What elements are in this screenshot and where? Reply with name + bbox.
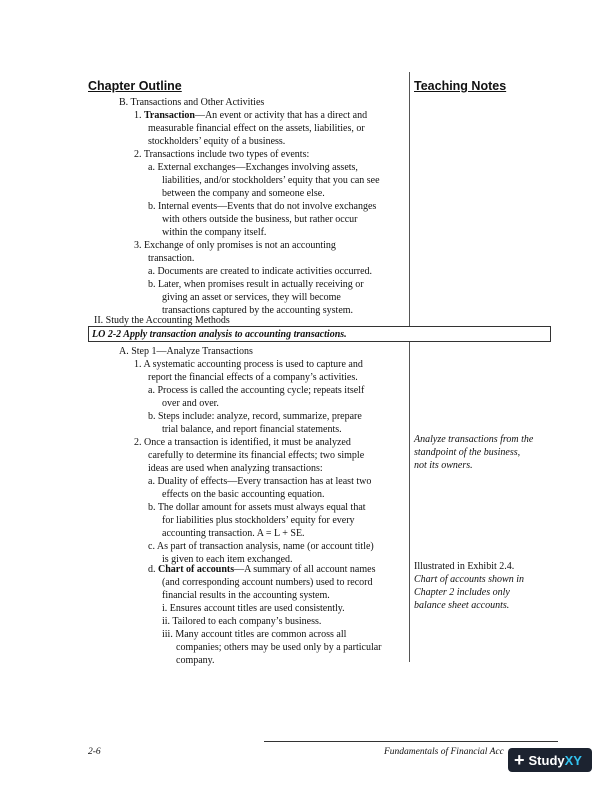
outline-term: Chart of accounts — [158, 564, 235, 575]
outline-text: 1. — [134, 110, 144, 121]
outline-text: a. Process is called the accounting cycle; repeats itself — [148, 385, 365, 396]
outline-text: ideas are used when analyzing transactions: — [148, 463, 323, 474]
outline-text: b. The dollar amount for assets must always equal that — [148, 502, 366, 513]
note-line: Chart of accounts shown in — [414, 574, 525, 585]
outline-line — [176, 655, 215, 668]
outline-text: a. External exchanges—Exchanges involving assets, — [148, 162, 358, 173]
outline-text: transaction. — [148, 253, 195, 264]
outline-text: B. Transactions and Other Activities — [119, 97, 265, 108]
note-line: standpoint of the business, — [414, 447, 521, 458]
outline-line — [148, 123, 365, 136]
outline-line — [148, 463, 323, 476]
column-divider-bottom — [409, 342, 410, 662]
outline-text: 2. Transactions include two types of events: — [134, 149, 310, 160]
outline-text: b. Later, when promises result in actually receiving or — [148, 279, 364, 290]
outline-text: measurable financial effect on the assets, liabilities, or — [148, 123, 365, 134]
note-line: balance sheet accounts. — [414, 600, 510, 611]
outline-line — [134, 359, 363, 372]
outline-text: within the company itself. — [162, 227, 267, 238]
outline-line — [162, 188, 325, 201]
outline-line — [162, 398, 219, 411]
outline-line — [148, 476, 371, 489]
outline-text: b. Internal events—Events that do not involve exchanges — [148, 201, 377, 212]
outline-line — [148, 279, 364, 292]
note-line: Analyze transactions from the — [414, 434, 534, 445]
outline-text: (and corresponding account numbers) used to record — [162, 577, 373, 588]
outline-line — [148, 253, 194, 266]
outline-text: over and over. — [162, 398, 219, 409]
outline-line — [148, 564, 375, 577]
outline-text: financial results in the accounting system. — [162, 590, 330, 601]
footer-book-title: Fundamentals of Financial Acc — [384, 747, 504, 757]
outline-line — [148, 162, 358, 175]
footer-rule — [264, 741, 558, 742]
outline-line — [162, 227, 266, 240]
outline-line — [162, 515, 355, 528]
studyxy-badge[interactable] — [508, 748, 592, 772]
outline-text: a. Documents are created to indicate activities occurred. — [148, 266, 373, 277]
outline-line — [148, 541, 374, 554]
outline-text: between the company and someone else. — [162, 188, 325, 199]
outline-line — [162, 424, 342, 437]
outline-text: iii. Many account titles are common across all — [162, 629, 347, 640]
chapter-outline-heading: Chapter Outline — [88, 79, 182, 93]
outline-text: 2. Once a transaction is identified, it must be analyzed — [134, 437, 351, 448]
outline-text: for liabilities plus stockholders’ equity for every — [162, 515, 355, 526]
outline-line — [134, 149, 309, 162]
note-line: Illustrated in Exhibit 2.4. — [414, 561, 515, 572]
outline-text: —An event or activity that has a direct and — [194, 110, 368, 121]
outline-term: Transaction — [144, 110, 195, 121]
learning-objective-box: LO 2-2 Apply transaction analysis to accounting transactions. — [88, 326, 551, 342]
outline-line — [148, 385, 364, 398]
column-divider-top — [409, 72, 410, 326]
outline-text: giving an asset or services, they will become — [162, 292, 341, 303]
outline-line — [148, 450, 364, 463]
outline-line — [162, 214, 358, 227]
outline-line — [148, 201, 376, 214]
outline-text: A. Step 1—Analyze Transactions — [119, 346, 253, 357]
badge-xy-text: XY — [564, 752, 582, 768]
outline-text: II. Study the Accounting Methods — [94, 315, 230, 326]
outline-text: a. Duality of effects—Every transaction has at least two — [148, 476, 372, 487]
outline-line — [134, 110, 367, 123]
outline-line — [148, 411, 362, 424]
outline-text: stockholders’ equity of a business. — [148, 136, 286, 147]
outline-text: with others outside the business, but rather occur — [162, 214, 358, 225]
teaching-notes-heading: Teaching Notes — [414, 79, 507, 93]
outline-text: i. Ensures account titles are used consistently. — [162, 603, 345, 614]
outline-text: d. — [148, 564, 158, 575]
outline-line — [148, 372, 358, 385]
outline-text: b. Steps include: analyze, record, summarize, prepare — [148, 411, 362, 422]
outline-line — [148, 502, 366, 515]
outline-text: companies; others may be used only by a particular — [176, 642, 382, 653]
outline-text: c. As part of transaction analysis, name (or account title) — [148, 541, 374, 552]
outline-text: effects on the basic accounting equation. — [162, 489, 325, 500]
outline-text: carefully to determine its financial effects; two simple — [148, 450, 365, 461]
outline-text: report the financial effects of a company’s activities. — [148, 372, 358, 383]
outline-text: —A summary of all account names — [234, 564, 376, 575]
outline-line — [162, 292, 341, 305]
outline-line — [176, 642, 382, 655]
outline-line — [119, 346, 253, 359]
outline-line — [162, 489, 325, 502]
outline-text: trial balance, and report financial statements. — [162, 424, 342, 435]
outline-text: is given to each item exchanged. — [162, 554, 293, 565]
outline-line — [134, 240, 336, 253]
outline-text: 3. Exchange of only promises is not an accounting — [134, 240, 336, 251]
outline-line — [134, 437, 351, 450]
plus-icon: + — [514, 750, 525, 770]
outline-line — [119, 97, 264, 110]
outline-line — [148, 266, 372, 279]
outline-text: ii. Tailored to each company’s business. — [162, 616, 322, 627]
outline-text: 1. A systematic accounting process is used to capture and — [134, 359, 363, 370]
outline-text: company. — [176, 655, 215, 666]
outline-text: liabilities, and/or stockholders’ equity that you can see — [162, 175, 380, 186]
outline-text: transactions captured by the accounting system. — [162, 305, 354, 316]
outline-line — [162, 616, 321, 629]
outline-line — [162, 175, 380, 188]
outline-line — [162, 629, 346, 642]
outline-line — [162, 603, 345, 616]
note-line: Chapter 2 includes only — [414, 587, 510, 598]
outline-text: accounting transaction. A = L + SE. — [162, 528, 305, 539]
outline-line — [94, 315, 230, 328]
outline-line — [162, 577, 372, 590]
outline-line — [162, 590, 330, 603]
outline-line — [148, 136, 285, 149]
note-line: not its owners. — [414, 460, 473, 471]
badge-study-text: Study — [528, 752, 565, 768]
outline-line — [162, 528, 305, 541]
page-number: 2-6 — [88, 747, 101, 757]
